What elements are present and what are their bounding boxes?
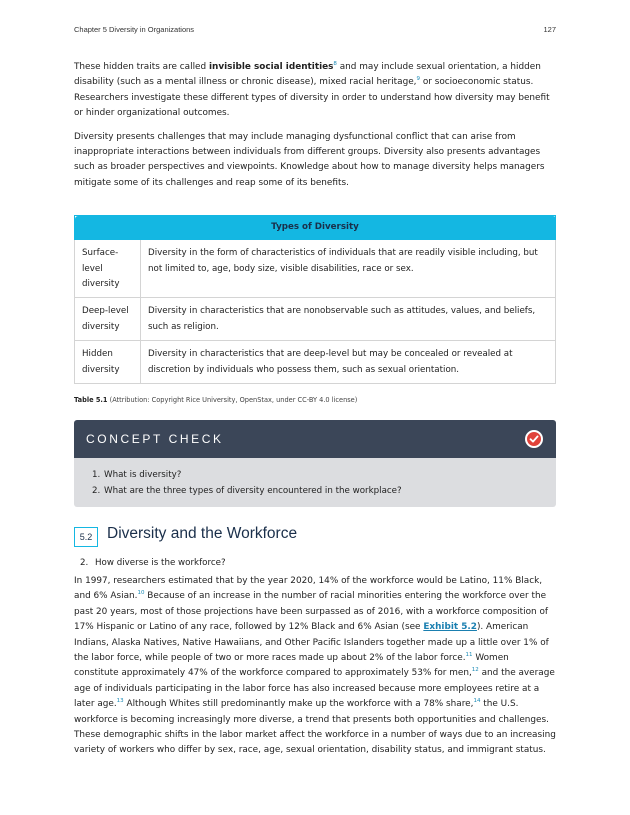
- table-cell-definition: Diversity in characteristics that are deep-level but may be concealed or revealed at discretion by individuals who possess them, such as sexual orientation.: [141, 341, 556, 384]
- table-row: [75, 298, 556, 341]
- concept-check-body: [74, 458, 556, 507]
- list-item: [92, 484, 556, 499]
- table-cell-term: Hidden diversity: [75, 341, 141, 384]
- page-content: [74, 60, 556, 767]
- section-heading: [74, 524, 556, 549]
- footnote-ref-12[interactable]: 12: [471, 667, 479, 674]
- concept-check-header: [74, 420, 556, 458]
- table-cell-term: Deep-level diversity: [75, 298, 141, 341]
- list-text: What are the three types of diversity encountered in the workplace?: [104, 485, 402, 496]
- section-number: 5.2: [74, 527, 98, 547]
- objective-text: How diverse is the workforce?: [95, 557, 226, 568]
- caption-label: Table 5.1: [74, 396, 108, 405]
- footnote-ref-8[interactable]: 8: [333, 61, 337, 68]
- concept-check-box: [74, 420, 556, 507]
- footnote-ref-11[interactable]: 11: [465, 651, 473, 658]
- text-run: or socioeconomic status. Researchers investigate these different types of diversity in order to understand how diversity may benefit or hinder organizational outcomes.: [74, 77, 550, 119]
- table-title: Types of Diversity: [75, 216, 556, 240]
- list-number: 1.: [92, 470, 101, 481]
- paragraph-diversity-challenges: Diversity presents challenges that may include managing dysfunctional conflict that can arise from inappropriate interactions between individuals from different groups. Diversity also presents advantages such as broader perspectives and viewpoints. Knowledge about how to manage diversity helps managers mitigate some of its challenges and reap some of its benefits.: [74, 131, 545, 188]
- list-number: 2.: [92, 485, 101, 496]
- paragraph-workforce: [74, 574, 556, 759]
- text-run: Women constitute approximately 47% of the workforce compared to approximately 53% for men,: [74, 652, 509, 679]
- table-cell-definition: Diversity in the form of characteristics of individuals that are readily visible including, but not limited to, age, body size, visible disabilities, race or sex.: [141, 240, 556, 298]
- types-of-diversity-table: [74, 215, 556, 384]
- page-number: 127: [543, 25, 556, 34]
- text-run: In 1997, researchers estimated that by the year 2020, 14% of the workforce would be Latino, 11% Black, and 6% Asian.: [74, 575, 543, 602]
- footnote-ref-10[interactable]: 10: [137, 590, 145, 597]
- table-row: [75, 240, 556, 298]
- text-run: These hidden traits are called: [74, 62, 209, 72]
- learning-objective: [80, 558, 556, 568]
- text-run: and may include sexual orientation, a hidden disability (such as a mental illness or chronic disease), mixed racial heritage,: [74, 62, 541, 88]
- chapter-title: Chapter 5 Diversity in Organizations: [74, 25, 195, 34]
- check-circle-icon: [525, 430, 543, 448]
- table-caption: [74, 396, 556, 404]
- page-header: [74, 25, 556, 37]
- footnote-ref-14[interactable]: 14: [473, 698, 481, 705]
- objective-number: 2.: [80, 557, 89, 568]
- footnote-ref-9[interactable]: 9: [416, 76, 420, 83]
- footnote-ref-13[interactable]: 13: [116, 698, 124, 705]
- table-cell-definition: Diversity in characteristics that are nonobservable such as attitudes, values, and beliefs, such as religion.: [141, 298, 556, 341]
- list-item: [92, 468, 556, 483]
- concept-check-list: [92, 468, 556, 499]
- text-run: the U.S. workforce is becoming increasingly more diverse, a trend that presents both opportunities and challenges. These demographic shifts in the labor market affect the workforce in a number of ways due to an increasing variety of workers who differ by sex, race, age, sexual orientation, disability status, and immigrant status.: [74, 699, 556, 756]
- section-title: Diversity and the Workforce: [107, 524, 298, 542]
- text-run: Because of an increase in the number of racial minorities entering the workforce over the past 20 years, most of those projections have been surpassed as of 2016, with a workforce composition of 17% Hispanic or Latino of any race, followed by 12% Black and 6% Asian (see: [74, 591, 549, 633]
- paragraph-hidden-traits: [74, 60, 556, 122]
- text-run: ). American Indians, Alaska Natives, Native Hawaiians, and Other Pacific Islanders together made up a little over 1% of the labor force, while people of two or more races made up about 2% of the labor force.: [74, 622, 549, 663]
- concept-check-title: CONCEPT CHECK: [86, 432, 224, 447]
- list-text: What is diversity?: [104, 470, 182, 481]
- text-run: and the average age of individuals participating in the labor force has also increased because more employees retire at a later age.: [74, 668, 555, 710]
- table-row: [75, 341, 556, 384]
- exhibit-link[interactable]: Exhibit 5.2: [423, 622, 477, 633]
- table-cell-term: Surface-level diversity: [75, 240, 141, 298]
- term-invisible-social-identities: invisible social identities: [208, 62, 334, 72]
- caption-attribution: (Attribution: Copyright Rice University, OpenStax, under CC-BY 4.0 license): [107, 396, 358, 405]
- text-run: Although Whites still predominantly make up the workforce with a 78% share,: [123, 699, 474, 710]
